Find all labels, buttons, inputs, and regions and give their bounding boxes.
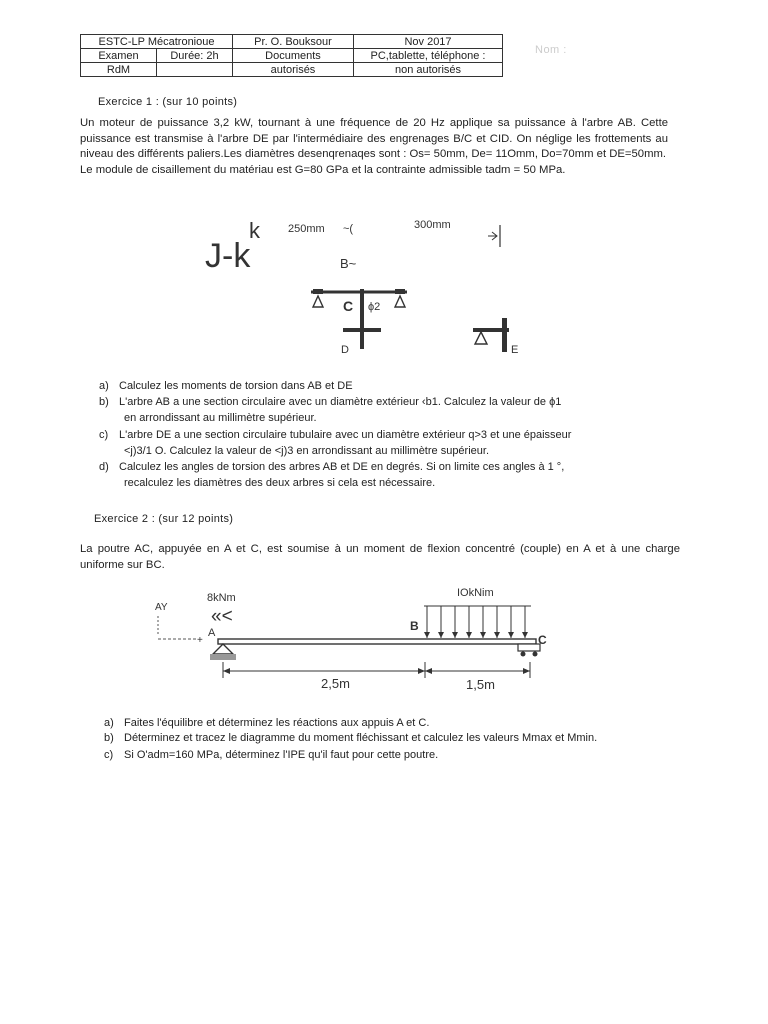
exercise-1-paragraph: Un moteur de puissance 3,2 kW, tournant à une fréquence de 20 Hz applique sa puissance à l'arbre AB. Cette puissance est transmise à l'arbre DE par l'intermédiaire des engrenages B/C et CID. On néglige les frottements au niveau des différents paliers.Les diamètres desenqrenaqes sont : Os= 50mm, De= 11Omm, Do=70mm et DE=50mm. xyxy=(80,117,668,160)
header-cell-devices: PC,tablette, téléphone : xyxy=(354,49,503,63)
fig-label-c: C xyxy=(538,633,547,647)
exercise-2-statement: La poutre AC, appuyée en A et C, est soumise à un moment de flexion concentré (couple) en A et à une charge uniforme sur BC. xyxy=(80,543,680,571)
question-text: Calculez les angles de torsion des arbres AB et DE en degrés. Si on limite ces angles à 1 °, xyxy=(119,461,565,473)
question-label: c) xyxy=(104,749,114,761)
header-cell-empty xyxy=(157,63,233,77)
fig-label-a: A xyxy=(208,627,216,639)
header-row xyxy=(81,63,503,77)
fig-moment-label: 8kNm xyxy=(207,592,236,604)
header-cell-subject: RdM xyxy=(81,63,157,77)
header-row xyxy=(81,49,503,63)
exercise-1-statement xyxy=(80,116,668,178)
support-left xyxy=(313,289,323,307)
beam-ac xyxy=(218,639,536,644)
gear-c-d-line xyxy=(360,289,364,349)
fig-dim-250: 250mm xyxy=(288,223,325,235)
question-label: c) xyxy=(99,429,109,441)
question-label: a) xyxy=(104,717,114,729)
header-cell-documents: Documents xyxy=(233,49,354,63)
question-text: Si O'adm=160 MPa, déterminez l'IPE qu'il faut pour cette poutre. xyxy=(124,749,439,761)
exercise-1-material: Le module de cisaillement du matériau est G=80 GPa et la contrainte admissible tadm = 50 MPa. xyxy=(80,163,566,176)
name-field-ghost: Nom : xyxy=(535,44,567,56)
fig-label-c: C xyxy=(343,298,354,314)
header-cell-professor: Pr. O. Bouksour xyxy=(233,35,354,49)
fig-moment-arrow: «< xyxy=(211,606,233,627)
fig-dim-300: 300mm xyxy=(414,219,451,231)
fig-label-phi: ϕ2 xyxy=(368,301,381,313)
exercise-1-title: Exercice 1 : (sur 10 points) xyxy=(98,96,238,108)
fig-label-ay: AY xyxy=(155,602,168,613)
header-cell-school: ESTC-LP Mécatronioue xyxy=(81,35,233,49)
fig-length-bc: 1,5m xyxy=(466,677,495,692)
axis-plus: + xyxy=(197,635,203,646)
question-text: Calculez les moments de torsion dans AB et DE xyxy=(119,380,353,392)
header-row xyxy=(81,35,503,49)
support-right xyxy=(395,289,405,307)
exam-header-table xyxy=(80,34,503,77)
gear-shaft-figure xyxy=(195,212,535,360)
question-1b xyxy=(99,394,681,426)
fig-label-b: B~ xyxy=(340,256,357,271)
header-cell-devices-status: non autorisés xyxy=(354,63,503,77)
question-text-cont: recalculez les diamètres des deux arbres si cela est nécessaire. xyxy=(124,477,436,489)
dimension-lines xyxy=(223,662,530,678)
question-1c xyxy=(99,427,681,459)
question-2a xyxy=(104,715,429,731)
question-text-cont: en arrondissant au millimètre supérieur. xyxy=(124,412,317,424)
header-cell-documents-status: autorisés xyxy=(233,63,354,77)
question-text: L'arbre DE a une section circulaire tubulaire avec un diamètre extérieur q>3 et une épaisseur xyxy=(119,429,572,441)
question-2c xyxy=(104,747,438,763)
fig-label-e: E xyxy=(511,344,519,356)
question-text: L'arbre AB a une section circulaire avec un diamètre extérieur ‹b1. Calculez la valeur de ϕ1 xyxy=(119,396,562,408)
question-text: Déterminez et tracez le diagramme du moment fléchissant et calculez les valeurs Mmax et Mmin. xyxy=(124,732,598,744)
header-cell-duration: Durée: 2h xyxy=(157,49,233,63)
fig-dim-tilde: ~( xyxy=(343,223,354,235)
question-text-cont: <j)3/1 O. Calculez la valeur de <j)3 en arrondissant au millimètre supérieur. xyxy=(124,445,490,457)
dimension-arrow xyxy=(488,225,500,247)
gear-e xyxy=(502,318,507,352)
distributed-load-arrows xyxy=(424,606,528,638)
header-cell-type: Examen xyxy=(81,49,157,63)
question-label: b) xyxy=(104,732,114,744)
fig-label-jk: J-k xyxy=(205,237,251,275)
question-label: b) xyxy=(99,396,109,408)
question-text: Faites l'équilibre et déterminez les réactions aux appuis A et C. xyxy=(124,717,430,729)
header-cell-date: Nov 2017 xyxy=(354,35,503,49)
fig-length-ab: 2,5m xyxy=(321,676,350,691)
question-1d xyxy=(99,459,681,491)
fig-label-d: D xyxy=(341,344,349,356)
question-label: a) xyxy=(99,380,109,392)
fig-label-b: B xyxy=(410,619,419,633)
beam-figure xyxy=(150,582,550,694)
gear-d xyxy=(343,328,381,332)
question-1a xyxy=(99,378,353,394)
support-c xyxy=(518,644,540,657)
exercise-2-title: Exercice 2 : (sur 12 points) xyxy=(94,513,234,525)
support-e xyxy=(475,332,487,344)
question-label: d) xyxy=(99,461,109,473)
support-a xyxy=(210,644,236,660)
fig-label-k: k xyxy=(249,218,260,243)
fig-load-label: IOkNim xyxy=(457,587,494,599)
question-2b xyxy=(104,730,597,746)
